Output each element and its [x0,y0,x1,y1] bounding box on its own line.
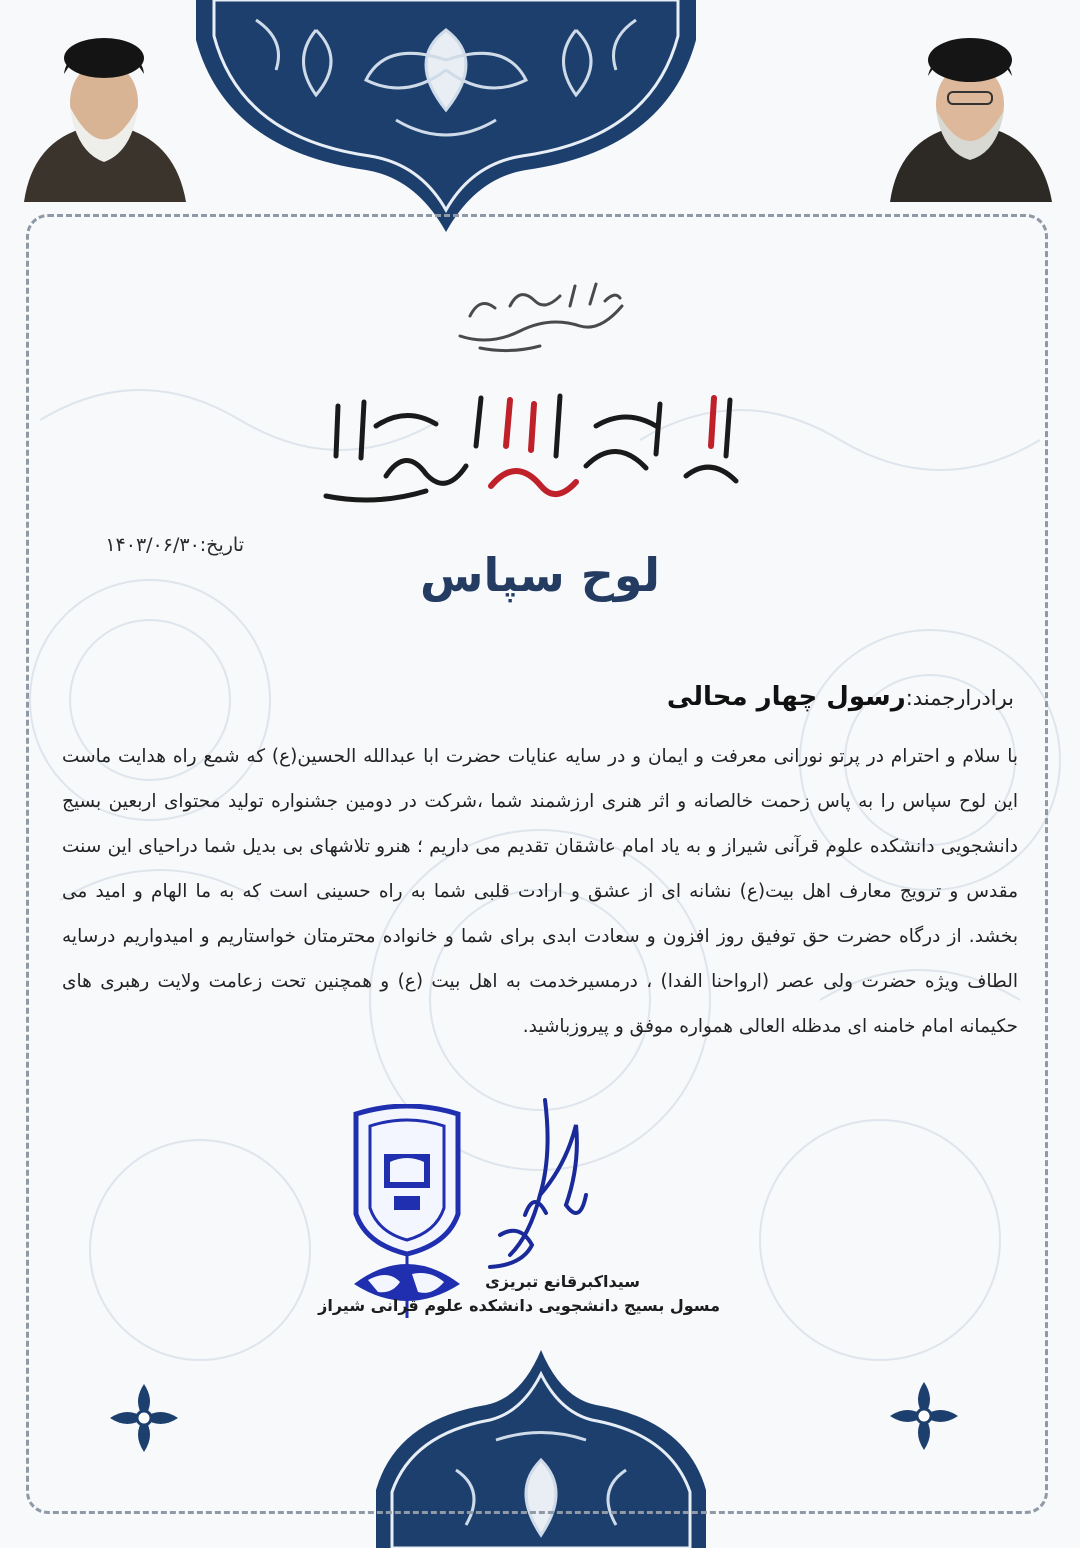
hadith-calligraphy [316,386,756,516]
basmala-calligraphy [450,276,630,356]
signature-icon [470,1095,610,1275]
top-arabesque-ornament [196,0,696,232]
certificate-title: لوح سپاس [419,548,661,602]
date-value: ۱۴۰۳/۰۶/۳۰ [105,534,200,556]
portrait-left [14,12,194,202]
date-label: تاریخ: [199,534,244,556]
date-line [64,534,244,564]
recipient-line [314,682,1014,722]
signer-title: مسول بسیج دانشجویی دانشکده علوم قرانی شیراز [318,1296,720,1315]
signer-name: سیداکبرقانع تبریزی [485,1272,640,1291]
portrait-right [880,12,1060,202]
body-paragraph: با سلام و احترام در پرتو نورانی معرفت و ایمان و در سایه عنایات حضرت ابا عبدالله الحسین(ع) که شمع راه هدایت ماست این لوح سپاس را به پاس زحمت خالصانه و اثر هنری ارزشمند شما ،شرکت در دومین جشنواره تولید محتوای اربعین بسیج دانشجویی دانشکده علوم قرآنی شیراز و به یاد امام عاشقان تقدیم می داریم ؛ هنرو تلاشهای بی بدیل شما دراحیای این سنت مقدس و ترویج معارف اهل بیت(ع) نشانه ای از عشق و ارادت قلبی شما به راه حسینی است که به ما الهام و امید می بخشد. از درگاه حضرت حق توفیق روز افزون و سعادت ابدی برای شما و خانواده محترمتان خواستاریم و امیدواریم درسایه الطاف ویژه حضرت ولی عصر (ارواحنا الفدا) ، درمسیرخدمت به اهل بیت (ع) و همچنین تحت زعامت ولایت رهبری های حکیمانه امام خامنه ای مدظله العالی همواره موفق و پیروزباشید. [62,746,1018,1037]
recipient-name: رسول چهار محالی [666,682,906,712]
salutation: برادرارجمند: [905,686,1014,710]
